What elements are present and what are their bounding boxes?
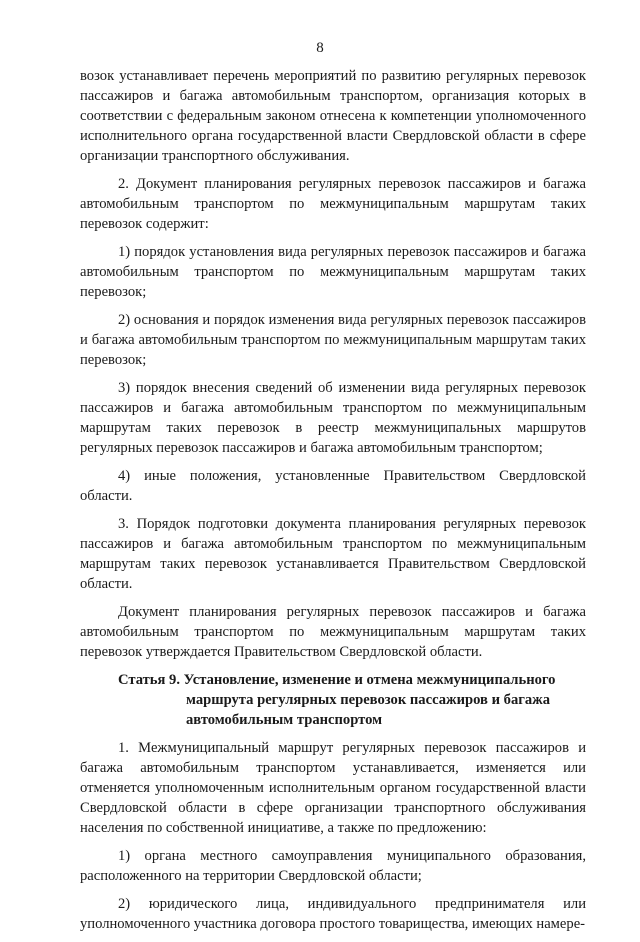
- paragraph-approval: Документ планирования регулярных перевозок пассажиров и багажа автомобильным транспортом по межмуниципальным маршрутам таких перевозок утверждается Правительством Свердловской области.: [80, 604, 586, 660]
- document-body: [80, 66, 586, 942]
- paragraph-clause-2: 2. Документ планирования регулярных перевозок пассажиров и багажа автомобильным транспортом по межмуниципальным маршрутам таких перевозок содержит:: [80, 176, 586, 232]
- article-heading-line-3: автомобильным транспортом: [186, 712, 383, 728]
- paragraph-clause-3: 3. Порядок подготовки документа планирования регулярных перевозок пассажиров и багажа автомобильным транспортом по межмуниципальным маршрутам таких перевозок устанавливается Правительством Свердловской области.: [80, 516, 586, 592]
- list-item-proposal-2: 2) юридического лица, индивидуального предпринимателя или уполномоченного участника договора простого товарищества, имеющих намере-: [80, 896, 586, 932]
- list-item-3: 3) порядок внесения сведений об изменении вида регулярных перевозок пассажиров и багажа автомобильным транспортом по межмуниципальным маршрутам таких перевозок в реестр межмуниципальных маршрутов регулярных перевозок пассажиров и багажа автомобильным транспортом;: [80, 380, 586, 456]
- article-heading-line-2: маршрута регулярных перевозок пассажиров и багажа: [186, 692, 551, 708]
- article-heading-line-1: Статья 9. Установление, изменение и отмена межмуниципального: [118, 672, 556, 688]
- page-number: 8: [316, 40, 324, 56]
- article-9-heading: [80, 670, 586, 730]
- list-item-1: 1) порядок установления вида регулярных перевозок пассажиров и багажа автомобильным транспортом по межмуниципальным маршрутам таких перевозок;: [80, 244, 586, 300]
- list-item-2: 2) основания и порядок изменения вида регулярных перевозок пассажиров и багажа автомобильным транспортом по межмуниципальным маршрутам таких перевозок;: [80, 312, 586, 368]
- paragraph-continuation: возок устанавливает перечень мероприятий по развитию регулярных перевозок пассажиров и багажа автомобильным транспортом, организация которых в соответствии с федеральным законом отнесена к компетенции уполномоченного исполнительного органа государственной власти Свердловской области в сфере организации транспортного обслуживания.: [80, 68, 586, 164]
- paragraph-article-9-clause-1: 1. Межмуниципальный маршрут регулярных перевозок пассажиров и багажа автомобильным транспортом устанавливается, изменяется или отменяется уполномоченным исполнительным органом государственной власти Свердловской области в сфере организации транспортного обслуживания населения по собственной инициативе, а также по предложению:: [80, 740, 586, 836]
- list-item-4: 4) иные положения, установленные Правительством Свердловской области.: [80, 468, 586, 504]
- list-item-proposal-1: 1) органа местного самоуправления муниципального образования, расположенного на территории Свердловской области;: [80, 848, 586, 884]
